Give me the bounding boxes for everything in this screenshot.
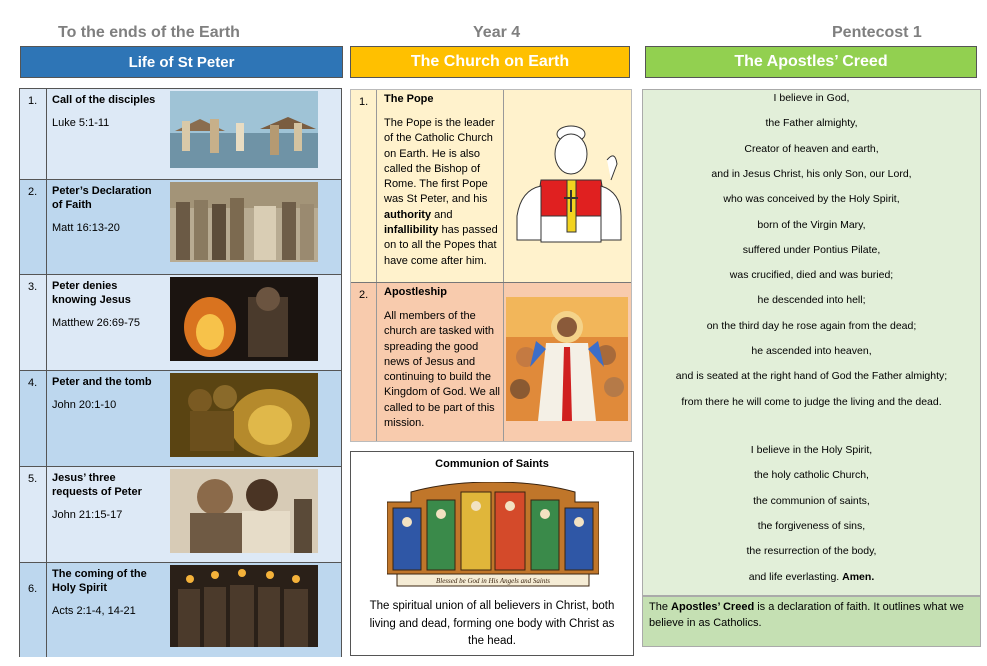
church-table [350, 89, 632, 442]
creed-line: and life everlasting. Amen. [748, 570, 875, 583]
row-reference: Matthew 26:69-75 [52, 317, 141, 329]
creed-line: and is seated at the right hand of God the Father almighty; [675, 370, 948, 383]
creed-line: the resurrection of the body, [746, 545, 877, 558]
creed-line: the forgiveness of sins, [757, 519, 866, 532]
creed-box [642, 89, 981, 596]
table-row [20, 275, 341, 371]
creed-line: born of the Virgin Mary, [757, 218, 866, 231]
creed-line: from there he will come to judge the living and the dead. [681, 395, 942, 408]
peter-banner: Life of St Peter [20, 46, 343, 78]
creed-line: I believe in God, [773, 92, 850, 104]
row-number: 4. [28, 377, 38, 389]
table-row [20, 180, 341, 275]
jesus-peter-image [170, 469, 318, 553]
creed-line: was crucified, died and was buried; [729, 269, 894, 282]
disciples-image [170, 182, 318, 262]
creed-line: Creator of heaven and earth, [744, 142, 879, 155]
row-title: Peter and the tomb [52, 376, 152, 388]
row-number: 2. [359, 289, 369, 301]
saints-description: The spiritual union of all believers in Christ, both living and dead, forming one body with Christ as the head. [369, 600, 615, 647]
creed-line: on the third day he rose again from the dead; [706, 319, 917, 332]
empty-tomb-image [170, 373, 318, 457]
row-title: Jesus’ three requests of Peter [52, 472, 142, 498]
creed-note: The Apostles’ Creed is a declaration of faith. It outlines what we believe in as Catholics. [642, 596, 981, 647]
row-number: 5. [28, 473, 38, 485]
pope-description: The Pope is the leader of the Catholic Church on Earth. He is also called the Bishop of Rome. The first Pope was St Peter, and his authority and infallibility has passed on to all the Popes that have come after him. [384, 117, 498, 267]
creed-line: suffered under Pontius Pilate, [742, 243, 881, 256]
table-row [20, 89, 341, 180]
creed-banner: The Apostles’ Creed [645, 46, 977, 78]
row-number: 1. [359, 96, 369, 108]
table-row [20, 371, 341, 467]
jesus-crowd-image [506, 297, 628, 421]
communion-of-saints-box [350, 451, 634, 656]
table-row [351, 90, 631, 283]
row-title: Peter denies knowing Jesus [52, 280, 131, 306]
theme-heading: To the ends of the Earth [58, 24, 240, 41]
row-reference: John 20:1-10 [52, 399, 117, 411]
row-title: The coming of the Holy Spirit [52, 568, 147, 594]
row-number: 1. [28, 95, 38, 107]
creed-line: the communion of saints, [753, 494, 870, 507]
table-row [351, 283, 631, 441]
saints-title: Communion of Saints [435, 458, 549, 470]
row-title: Peter’s Declaration of Faith [52, 185, 152, 211]
row-title: Apostleship [384, 286, 447, 298]
church-banner: The Church on Earth [350, 46, 630, 78]
row-reference: Luke 5:1-11 [52, 117, 110, 129]
creed-line: he ascended into heaven, [751, 345, 872, 357]
table-row [20, 467, 341, 563]
row-reference: Acts 2:1-4, 14-21 [52, 605, 136, 617]
fire-night-image [170, 277, 318, 361]
year-heading: Year 4 [473, 24, 521, 41]
row-number: 6. [28, 583, 38, 595]
row-title: The Pope [384, 93, 434, 105]
row-reference: John 21:15-17 [52, 509, 123, 521]
pope-icon [511, 120, 625, 246]
pentecost-image [170, 565, 318, 647]
creed-line: the holy catholic Church, [754, 469, 869, 482]
creed-line: and in Jesus Christ, his only Son, our Lord, [711, 167, 912, 180]
row-reference: Matt 16:13-20 [52, 222, 120, 234]
row-number: 2. [28, 186, 38, 198]
creed-line: who was conceived by the Holy Spirit, [723, 193, 900, 206]
stained-glass-saints-image [387, 482, 599, 588]
creed-line: he descended into hell; [757, 294, 866, 307]
row-number: 3. [28, 281, 38, 293]
unit-heading: Pentecost 1 [832, 24, 922, 41]
fishing-boats-image [170, 91, 318, 168]
apostleship-description: All members of the church are tasked with spreading the good news of Jesus and continuing to build the Kingdom of God. We all called to be part of this mission. [384, 310, 500, 430]
creed-line: I believe in the Holy Spirit, [750, 444, 873, 456]
creed-line: the Father almighty, [765, 117, 858, 130]
saints-banner-caption: Blessed be God in His Angels and Saints [435, 577, 551, 585]
table-row [20, 563, 341, 657]
row-title: Call of the disciples [52, 94, 156, 106]
peter-table [19, 88, 342, 657]
